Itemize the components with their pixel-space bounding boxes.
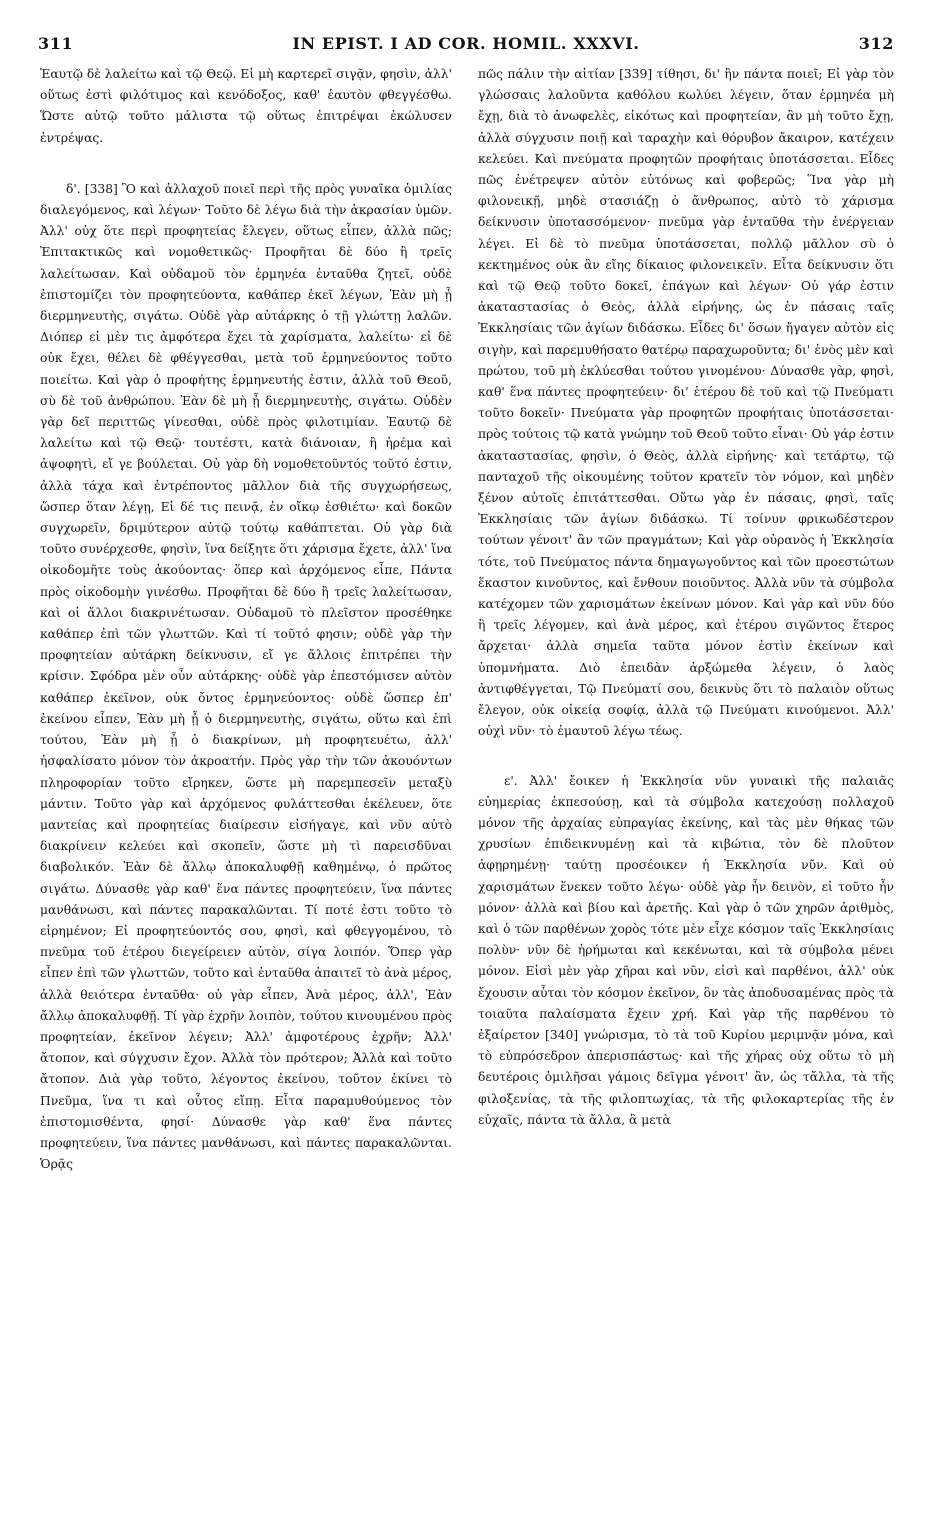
- paragraph-gap: [40, 149, 452, 179]
- running-title: IN EPIST. I AD COR. HOMIL. XXXVI.: [292, 34, 640, 53]
- left-text-column: [40, 64, 452, 1175]
- right-text-column: [478, 64, 894, 1131]
- paragraph-gap: [478, 743, 894, 771]
- page-number-right: 312: [858, 34, 894, 53]
- right-paragraph-2: ε'. Ἀλλ' ἔοικεν ἡ Ἐκκλησία νῦν γυναικὶ τῆς παλαιᾶς εὐημερίας ἐκπεσούσῃ, καὶ τὰ σύμβολα κατεχούσῃ πολλαχοῦ μόνον τῆς ἀρχαίας εὐπραγίας ἐκείνης, καὶ τὰς μὲν θήκας τῶν χρυσίων ἐπιδεικνυμένῃ καὶ τὰ κιβώτια, τὸν δὲ πλοῦτον ἀφῃρημένῃ· ταύτῃ προσέοικεν ἡ Ἐκκλησία νῦν. Καὶ οὐ χαρισμάτων ἕνεκεν τοῦτο λέγω· οὐδὲ γὰρ ἦν δεινὸν, εἰ τοῦτο ἦν μόνον· ἀλλὰ καὶ βίου καὶ ἀρετῆς. Καὶ γὰρ ὁ τῶν χηρῶν ἀριθμὸς, καὶ ὁ τῶν παρθένων χορὸς τότε μὲν εἶχε κόσμον ταῖς Ἐκκλησίαις πολὺν· νῦν δὲ ἠρήμωται καὶ κεκένωται, καὶ τὰ σύμβολα μένει μόνον. Εἰσὶ μὲν γὰρ χῆραι καὶ νῦν, εἰσὶ καὶ παρθένοι, ἀλλ' οὐκ ἔχουσιν αὗται τὸν κόσμον ἐκεῖνον, ὃν τὰς ἀποδυσαμένας πρὸς τὰ τοιαῦτα παλαίσματα ἔχειν χρή. Καὶ γὰρ τῆς παρθένου τὸ ἐξαίρετον [340] γνώρισμα, τὸ τὰ τοῦ Κυρίου μεριμνᾷν μόνα, καὶ τὸ εὐπρόσεδρον ἀπερισπάστως· καὶ τῆς χήρας οὐχ οὕτω τὸ μὴ δευτέροις ὁμιλῆσαι γάμοις δεῖγμα γένοιτ' ἂν, ὡς τἄλλα, τὰ τῆς φιλοξενίας, τὰ τῆς φιλοπτωχίας, τὰ τῆς φιλοκαρτερίας τῆς ἐν εὐχαῖς, πάντα τὰ ἄλλα, ἃ μετὰ: [478, 773, 894, 1127]
- left-paragraph-1: Ἑαυτῷ δὲ λαλείτω καὶ τῷ Θεῷ. Εἰ μὴ καρτερεῖ σιγᾷν, φησὶν, ἀλλ' οὕτως ἐστὶ φιλότιμος καὶ κενόδοξος, καθ' ἑαυτὸν φθεγγέσθω. Ὥστε αὐτῷ τοῦτο μάλιστα τῷ οὕτως ἐπιτρέψαι ἐκώλυσεν ἐντρέψας.: [40, 67, 452, 145]
- page-number-left: 311: [38, 34, 74, 53]
- left-paragraph-2: δ'. [338] Ὃ καὶ ἀλλαχοῦ ποιεῖ περὶ τῆς πρὸς γυναῖκα ὁμιλίας διαλεγόμενος, καὶ λέγων· Τοῦτο δὲ λέγω διὰ τὴν ἀκρασίαν ὑμῶν. Ἀλλ' οὐχ ὅτε περὶ προφητείας ἔλεγεν, οὕτως εἶπεν, ἀλλὰ πῶς; Ἐπιτακτικῶς καὶ νομοθετικῶς· Προφῆται δὲ δύο ἢ τρεῖς λαλείτωσαν. Καὶ οὐδαμοῦ τὸν ἑρμηνέα ἐνταῦθα ζητεῖ, οὐδὲ ἐπιστομίζει τὸν προφητεύοντα, καθάπερ ἐκεῖ λέγων, Ἐὰν μὴ ᾖ διερμηνευτὴς, σιγάτω. Οὐδὲ γὰρ αὐτάρκης ὁ τῇ γλώττῃ λαλῶν. Διόπερ εἰ μὲν τις ἀμφότερα ἔχει τὰ χαρίσματα, λαλείτω· εἰ δὲ οὐκ ἔχει, θέλει δὲ φθέγγεσθαι, μετὰ τοῦ ἑρμηνεύοντος τοῦτο ποιείτω. Καὶ γὰρ ὁ προφήτης ἑρμηνευτής ἐστιν, ἀλλὰ τοῦ Θεοῦ, σὺ δὲ τοῦ ἀνθρώπου. Ἐὰν δὲ μὴ ᾖ διερμηνευτὴς, σιγάτω. Οὐδὲν γὰρ δεῖ περιττῶς γίνεσθαι, οὐδὲ πρὸς φιλοτιμίαν. Ἑαυτῷ δὲ λαλείτω καὶ τῷ Θεῷ· τουτέστι, κατὰ διάνοιαν, ἢ ἠρέμα καὶ ἀψοφητὶ, εἴ γε βούλεται. Οὐ γὰρ δὴ νομοθετοῦντός τοῦτό ἐστιν, ἀλλὰ τάχα καὶ ἐντρέποντος μᾶλλον διὰ τῆς συγχωρήσεως, ὥσπερ ὅταν λέγῃ, Εἰ δέ τις πεινᾷ, ἐν οἴκῳ ἐσθιέτω· καὶ δοκῶν συγχωρεῖν, δριμύτερον αὐτῷ τούτῳ καθάπτεται. Οὐ γὰρ διὰ τοῦτο συνέρχεσθε, φησὶν, ἵνα δείξητε ὅτι χάρισμα ἔχετε, ἀλλ' ἵνα οἰκοδομῆτε τοὺς ἀκούοντας· ὅπερ καὶ ἀρχόμενος εἶπε, Πάντα πρὸς οἰκοδομὴν γινέσθω. Προφῆται δὲ δύο ἢ τρεῖς λαλείτωσαν, καὶ οἱ ἄλλοι διακρινέτωσαν. Οὐδαμοῦ τὸ πλεῖστον προσέθηκε καθάπερ ἐπὶ τῶν γλωττῶν. Καὶ τί τοῦτό φησιν; οὐδὲ γὰρ τὴν προφητείαν αὐτάρκη δείκνυσιν, εἴ γε ἄλλοις ἐπιτρέπει τὴν κρίσιν. Σφόδρα μὲν οὖν αὐτάρκης· οὐδὲ γὰρ ἐπεστόμισεν αὐτὸν καθάπερ ἐκεῖνον, οὐκ ὄντος ἑρμηνεύοντος· οὐδὲ ὥσπερ ἐπ' ἐκείνου εἶπεν, Ἐὰν μὴ ᾖ ὁ διερμηνευτὴς, σιγάτω, οὕτω καὶ ἐπὶ τούτου, Ἐὰν μὴ ᾖ ὁ διακρίνων, μὴ προφητευέτω, ἀλλ' ἠσφαλίσατο μόνον τὸν ἀκροατήν. Πρὸς γὰρ τὴν τῶν ἀκουόντων πληροφορίαν τοῦτο εἴρηκεν, ὥστε μὴ παρεμπεσεῖν μεταξὺ μάντιν. Τοῦτο γὰρ καὶ ἀρχόμενος φυλάττεσθαι ἐκέλευεν, ὅτε μαντείας καὶ προφητείας διαίρεσιν εἰσήγαγε, καὶ νῦν αὐτὸ διακρίνειν κελεύει καὶ σκοπεῖν, ὥστε μὴ τὶ παρεισδῦναι διαβολικόν. Ἐὰν δὲ ἄλλῳ ἀποκαλυφθῇ καθημένῳ, ὁ πρῶτος σιγάτω. Δύνασθε γὰρ καθ' ἕνα πάντες προφητεύειν, ἵνα πάντες μανθάνωσι, καὶ πάντες παρακαλῶνται. Τί ποτέ ἐστι τοῦτο τὸ εἰρημένον; Εἰ προφητεύοντός σου, φησὶ, καὶ φθεγγομένου, τὸ πνεῦμα τοῦ ἑτέρου διεγείρειεν αὐτὸν, σίγα λοιπόν. Ὅπερ γὰρ εἶπεν ἐπὶ τῶν γλωττῶν, τοῦτο καὶ ἐνταῦθα ἀπαιτεῖ τὸ ἀνὰ μέρος, ἀλλὰ θειότερα ἐνταῦθα· οὐ γὰρ εἶπεν, Ἀνὰ μέρος, ἀλλ', Ἐὰν ἄλλῳ ἀποκαλυφθῇ. Τί γὰρ ἐχρῆν λοιπὸν, τούτου κινουμένου πρὸς προφητείαν, ἐκεῖνον λέγειν; Ἀλλ' ἀμφοτέρους ἐχρῆν; Ἀλλ' ἄτοπον, καὶ σύγχυσιν ἔχον. Ἀλλὰ τὸν πρότερον; Ἀλλὰ καὶ τοῦτο ἄτοπον. Διὰ γὰρ τοῦτο, λέγοντος ἐκείνου, τοῦτον ἐκίνει τὸ Πνεῦμα, ἵνα τι καὶ οὗτος εἴπῃ. Εἶτα παραμυθούμενος τὸν ἐπιστομισθέντα, φησί· Δύνασθε γὰρ καθ' ἕνα πάντες προφητεύειν, ἵνα πάντες μανθάνωσι, καὶ πάντες παρακαλῶνται. Ὁρᾷς: [40, 181, 452, 1172]
- right-paragraph-1: πῶς πάλιν τὴν αἰτίαν [339] τίθησι, δι' ἣν πάντα ποιεῖ; Εἰ γὰρ τὸν γλώσσαις λαλοῦντα καθόλου κωλύει λέγειν, ὅταν ἑρμηνέα μὴ ἔχῃ, διὰ τὸ ἀνωφελὲς, εἰκότως καὶ προφητείαν, ἂν μὴ τοῦτο ἔχῃ, ἀλλὰ σύγχυσιν ποιῇ καὶ ταραχὴν καὶ θόρυβον ἄκαιρον, κατέχειν κελεύει. Καὶ πνεύματα προφητῶν προφήταις ὑποτάσσεται. Εἶδες πῶς ἐνέτρεψεν αὐτὸν εὐτόνως καὶ φοβερῶς; Ἵνα γὰρ μὴ φιλονεικῇ, μηδὲ στασιάζῃ ὁ ἄνθρωπος, αὐτὸ τὸ χάρισμα δείκνυσιν ὑποτασσόμενον· πνεῦμα γὰρ ἐνταῦθα τὴν ἐνέργειαν λέγει. Εἰ δὲ τὸ πνεῦμα ὑποτάσσεται, πολλῷ μᾶλλον σὺ ὁ κεκτημένος οὐκ ἂν εἴης δίκαιος φιλονεικεῖν. Εἶτα δείκνυσιν ὅτι καὶ τῷ Θεῷ τοῦτο δοκεῖ, ἐπάγων καὶ λέγων· Οὐ γάρ ἐστιν ἀκαταστασίας ὁ Θεὸς, ἀλλὰ εἰρήνης, ὡς ἐν πάσαις ταῖς Ἐκκλησίαις τῶν ἁγίων διδάσκω. Εἶδες δι' ὅσων ἤγαγεν αὐτὸν εἰς σιγὴν, καὶ παρεμυθήσατο θατέρῳ παραχωροῦντα; δι' ἑνὸς μὲν καὶ πρώτου, τοῦ μὴ ἐκλύεσθαι τούτου γινομένου· Δύνασθε γὰρ, φησὶ, καθ' ἕνα πάντες προφητεύειν· δι' ἑτέρου δὲ τοῦ καὶ τῷ Πνεύματι τοῦτο δοκεῖν· Πνεύματα γὰρ προφητῶν προφήταις ὑποτάσσεται· πρὸς τούτοις τῷ κατὰ γνώμην τοῦ Θεοῦ τοῦτο εἶναι· Οὐ γάρ ἐστιν ἀκαταστασίας, φησὶν, ὁ Θεὸς, ἀλλὰ εἰρήνης· καὶ τετάρτῳ, τῷ πανταχοῦ τῆς οἰκουμένης τοῦτον κρατεῖν τὸν νόμον, καὶ μηδὲν ξένον αὐτοῖς ἐπιτάττεσθαι. Οὕτω γὰρ ἐν πάσαις, φησὶ, ταῖς Ἐκκλησίαις τῶν ἁγίων διδάσκω. Τί τοίνυν φρικωδέστερον τούτων γένοιτ' ἂν τῶν πραγμάτων; Καὶ γὰρ οὐρανὸς ἡ Ἐκκλησία τότε, τοῦ Πνεύματος πάντα δημαγωγοῦντος καὶ τῶν προεστώτων ἕκαστον κινοῦντος, καὶ ἔνθουν ποιοῦντος. Ἀλλὰ νῦν τὰ σύμβολα κατέχομεν τῶν χαρισμάτων ἐκείνων μόνον. Καὶ γὰρ καὶ νῦν δύο ἢ τρεῖς λέγομεν, καὶ ἀνὰ μέρος, καὶ ἑτέρου σιγῶντος ἕτερος ἄρχεται· ἀλλὰ σημεῖα ταῦτα μόνον ἐστὶν ἐκείνων καὶ ὑπομνήματα. Διὸ ἐπειδὰν ἀρξώμεθα λέγειν, ὁ λαὸς ἀντιφθέγγεται, Τῷ Πνεύματί σου, δεικνὺς ὅτι τὸ παλαιὸν οὕτως ἔλεγον, οὐκ οἰκείᾳ σοφίᾳ, ἀλλὰ τῷ Πνεύματι κινούμενοι. Ἀλλ' οὐχὶ νῦν· τὸ ἐμαυτοῦ λέγω τέως.: [478, 67, 894, 739]
- running-header: [38, 34, 894, 58]
